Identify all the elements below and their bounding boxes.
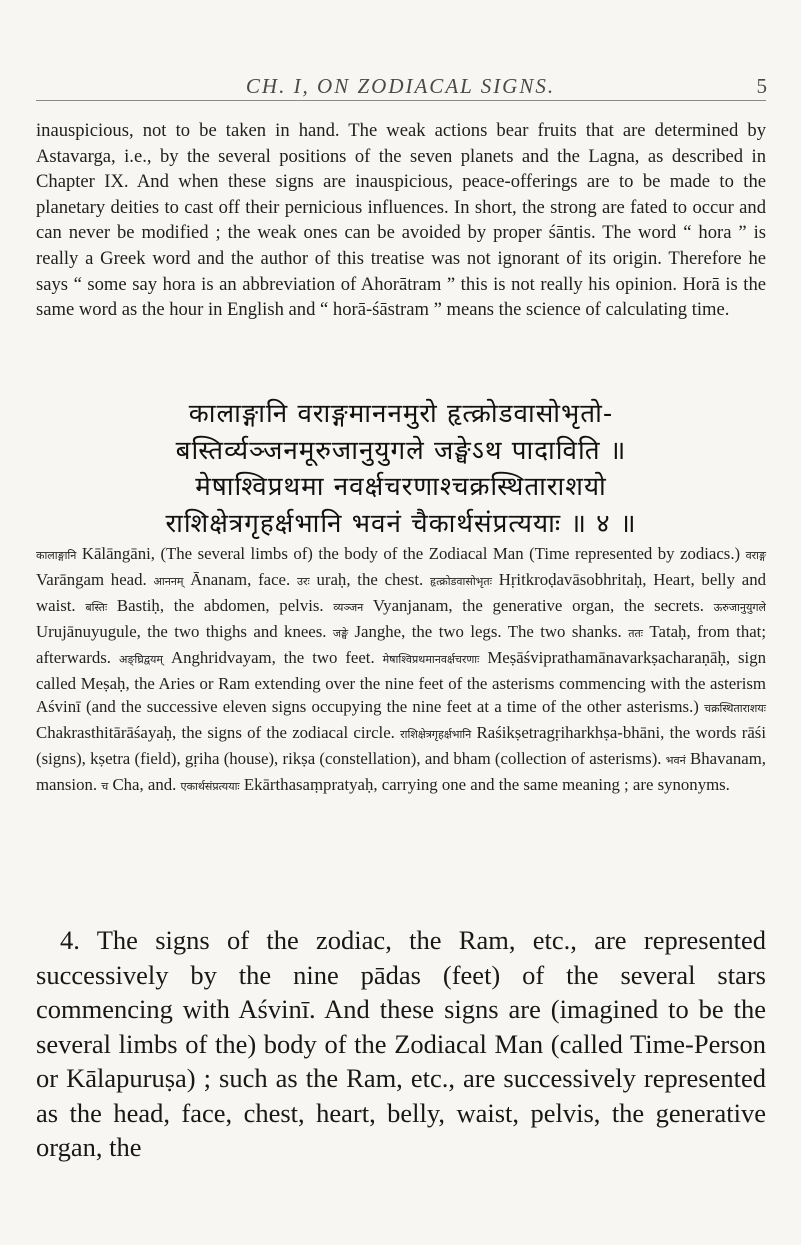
gloss-definition: Varāngam head. xyxy=(36,569,154,589)
gloss-definition: Urujānuyugule, the two thighs and knees. xyxy=(36,621,333,641)
gloss-sanskrit-term: मेषाश्विप्रथमानवर्क्षचरणाः xyxy=(382,652,480,666)
gloss-definition: Kālāngāni, (The several limbs of) the body of the Zodiacal Man (Time represented by zodiacs.) xyxy=(76,544,746,563)
gloss-definition: Bastiḥ, the abdomen, pelvis. xyxy=(107,595,334,615)
gloss-definition: Vyanjanam, the generative organ, the secrets. xyxy=(363,595,714,615)
translation-paragraph: 4. The signs of the zodiac, the Ram, etc., are represented successively by the nine pādas (feet) of the several stars commencing with Aśvinī. And these signs are (imagined to be the several limbs of the) body of the Zodiacal Man (called Time-Person or Kālapuruṣa) ; such as the Ram, etc., are successively represented as the head, face, chest, heart, belly, waist, pelvis, the generative organ, the xyxy=(36,925,766,1162)
gloss-sanskrit-term: एकार्थसंप्रत्ययाः xyxy=(180,780,240,794)
gloss-sanskrit-term: चक्रस्थिताराशयः xyxy=(704,702,766,716)
gloss-sanskrit-term: बस्तिः xyxy=(85,600,108,614)
header-rule xyxy=(36,100,766,101)
gloss-sanskrit-term: भवनं xyxy=(665,754,686,768)
gloss-sanskrit-term: जङ्घे xyxy=(332,626,349,640)
gloss-definition: Raśikṣetragṛiharkhṣa-bhāni, the words rāśi (signs), kṣetra (field), gṛiha (house), rikṣa (constellation), and bham (collection of asterisms). xyxy=(36,723,766,769)
gloss-definition: Ekārthasaṃpratyaḥ, carrying one and the same meaning ; are synonyms. xyxy=(239,775,730,795)
gloss-definition: Ānanam, face. xyxy=(183,569,297,589)
gloss-sanskrit-term: अङ्घ्रिद्वयम् xyxy=(118,652,163,666)
page-number: 5 xyxy=(756,74,767,98)
chapter-title: CH. I, ON ZODIACAL SIGNS. xyxy=(245,74,556,98)
gloss-definition: Meṣāśviprathamānavarkṣacharaṇāḥ, sign called Meṣaḥ, the Aries or Ram extending over the nine feet of the asterisms commencing with the asterism Aśvinī (and the successive eleven signs occupying the nine feet at a time of the other asterisms.) xyxy=(36,647,766,717)
gloss-definition: Janghe, the two legs. The two shanks. xyxy=(348,621,629,641)
verse-line-4: राशिक्षेत्रगृहर्क्षभानि भवनं चैकार्थसंप्रत्ययाः ॥ ४ ॥ xyxy=(165,508,637,539)
gloss-definition: Cha, and. xyxy=(108,775,181,795)
gloss-sanskrit-term: वराङ्ग xyxy=(745,549,766,562)
gloss-definition: Tataḥ, from that; afterwards. xyxy=(36,621,766,667)
gloss-sanskrit-term: ऊरुजानुयुगले xyxy=(713,600,766,614)
gloss-sanskrit-term: हृत्क्रोडवासोभृतः xyxy=(430,574,492,588)
gloss-sanskrit-term: कालाङ्गानि xyxy=(36,549,77,562)
sanskrit-verse xyxy=(36,396,766,542)
intro-paragraph: inauspicious, not to be taken in hand. The weak actions bear fruits that are determined by Astavarga, i.e., by the several positions of the seven planets and the Lagna, as described in Chapter IX. And when these signs are inauspicious, peace-offerings are to be made to the planetary deities to cast off their pernicious influences. In short, the strong are fated to occur and can never be modified ; the weak ones can be avoided by proper śāntis. The word “ hora ” is really a Greek word and the author of this treatise was not ignorant of its origin. Therefore he says “ some say hora is an abbreviation of Ahorātram ” this is not really his opinion. Horā is the same word as the hour in English and “ horā-śāstram ” means the science of calculating time. xyxy=(36,120,766,321)
gloss-definition: Bhavanam, mansion. xyxy=(36,749,766,795)
gloss-sanskrit-term: व्यञ्जन xyxy=(333,600,364,614)
gloss-definition: Hṛitkroḍavāsobhritaḥ, Heart, belly and waist. xyxy=(36,569,766,615)
word-gloss xyxy=(36,542,766,799)
gloss-definition: Chakrasthitārāśayaḥ, the signs of the zodiacal circle. xyxy=(36,723,401,743)
gloss-sanskrit-term: ततः xyxy=(628,626,643,640)
gloss-definition: uraḥ, the chest. xyxy=(309,569,431,589)
gloss-sanskrit-term: उरः xyxy=(296,574,310,588)
verse-line-1: कालाङ्गानि वराङ्गमाननमुरो हृत्क्रोडवासोभृतो- xyxy=(188,399,614,429)
verse-line-2: बस्तिर्व्यञ्जनमूरुजानुयुगले जङ्घेऽथ पादाविति ॥ xyxy=(175,435,627,466)
gloss-sanskrit-term: राशिक्षेत्रगृहर्क्षभानि xyxy=(400,728,472,742)
gloss-sanskrit-term: च xyxy=(101,780,109,794)
verse-line-3: मेषाश्विप्रथमा नवर्क्षचरणाश्चक्रस्थिताराशयो xyxy=(195,472,607,502)
gloss-definition: Anghridvayam, the two feet. xyxy=(163,647,383,667)
gloss-sanskrit-term: आननम् xyxy=(153,574,184,588)
